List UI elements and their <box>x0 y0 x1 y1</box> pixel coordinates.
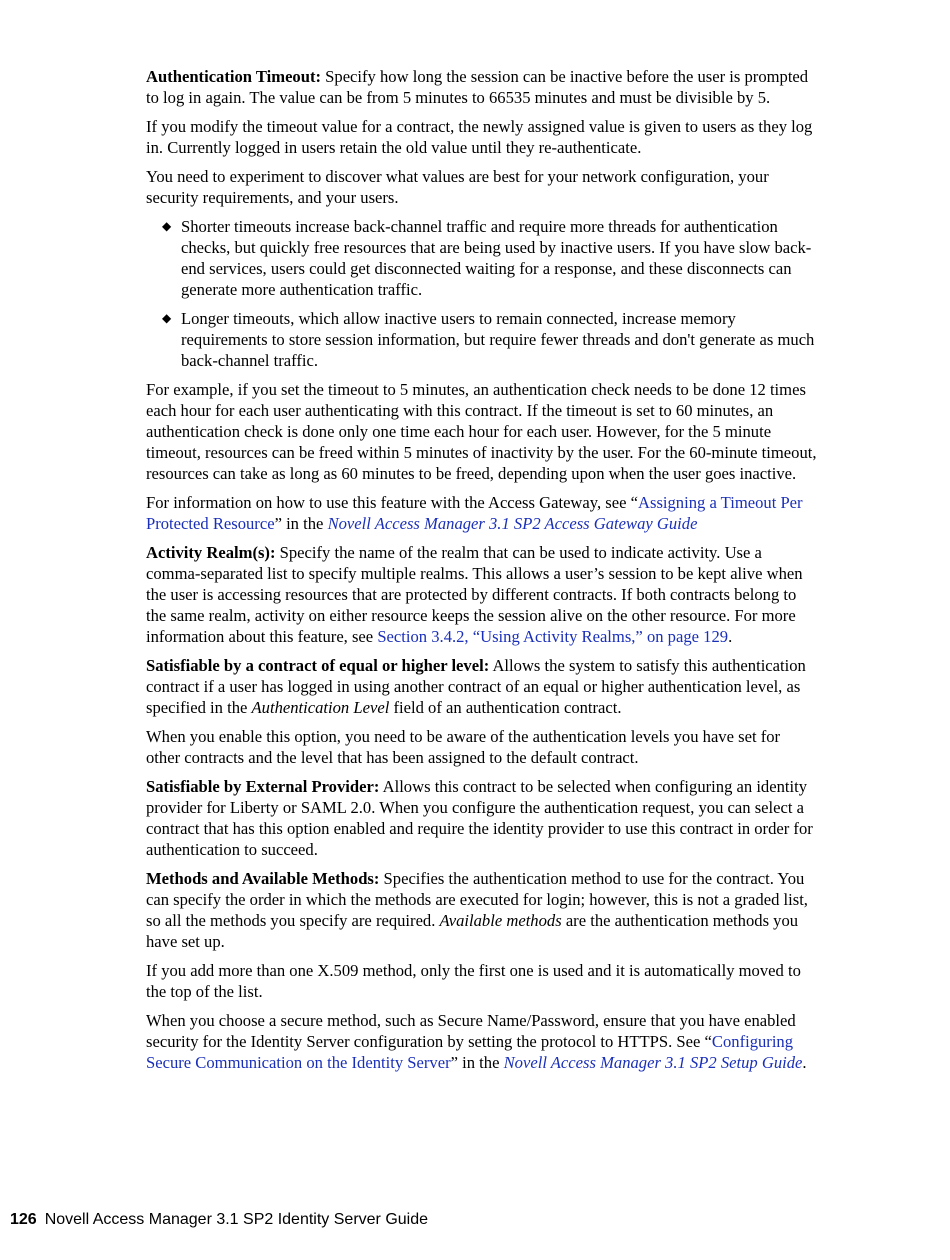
gateway-prefix: For information on how to use this feature with the Access Gateway, see “ <box>146 493 638 512</box>
x509-paragraph: If you add more than one X.509 method, only the first one is used and it is automatically moved to the top of the list. <box>146 961 801 1001</box>
activity-realm-paragraph <box>146 542 818 647</box>
bullet-text: Shorter timeouts increase back-channel traffic and require more threads for authentication checks, but quickly free resources that are being used by inactive users. If you have slow back-end services, users could get disconnected waiting for a response, and these disconnects can generate more authentication traffic. <box>181 217 812 299</box>
setup-guide-link[interactable]: Novell Access Manager 3.1 SP2 Setup Guide <box>503 1053 803 1072</box>
diamond-bullet-icon: ◆ <box>162 311 172 325</box>
secure-prefix: When you choose a secure method, such as Secure Name/Password, ensure that you have enabled security for the Identity Server configuration by setting the protocol to HTTPS. See “ <box>146 1011 796 1051</box>
methods-text: Specifies the authentication method to use for the contract. You can specify the order in which the methods are executed for login; however, this is not a graded list, so all the methods you specify are required. <box>146 869 808 930</box>
enable-option-paragraph: When you enable this option, you need to be aware of the authentication levels you have set for other contracts and the level that has been assigned to the default contract. <box>146 727 781 767</box>
access-gateway-guide-link[interactable]: Novell Access Manager 3.1 SP2 Access Gateway Guide <box>327 514 698 533</box>
diamond-bullet-icon: ◆ <box>162 219 172 233</box>
auth-timeout-label: Authentication Timeout: <box>146 67 322 86</box>
modify-timeout-paragraph: If you modify the timeout value for a contract, the newly assigned value is given to users as they log in. Currently logged in users retain the old value until they re-authenticate. <box>146 117 813 157</box>
auth-timeout-paragraph <box>146 66 818 108</box>
activity-realm-suffix: . <box>728 627 733 646</box>
secure-suffix: . <box>802 1053 807 1072</box>
authentication-level-term: Authentication Level <box>251 698 390 717</box>
gateway-middle: ” in the <box>274 514 328 533</box>
methods-paragraph <box>146 868 818 952</box>
bullet-text: Longer timeouts, which allow inactive users to remain connected, increase memory requirements to store session information, but require fewer threads and don't generate as much back-channel traffic. <box>181 309 815 370</box>
satisfiable-level-text: Allows the system to satisfy this authentication contract if a user has logged in using another contract of an equal or higher authentication level, as specified in the <box>146 656 806 717</box>
satisfiable-external-text: Allows this contract to be selected when configuring an identity provider for Liberty or SAML 2.0. When you configure the authentication request, you can select a contract that has this option enabled and require the identity provider to use this contract in order for authentication to succeed. <box>146 777 813 859</box>
secure-middle: ” in the <box>450 1053 504 1072</box>
page-footer <box>10 1211 428 1229</box>
satisfiable-external-paragraph <box>146 776 818 860</box>
assigning-timeout-link[interactable]: Assigning a Timeout Per Protected Resource <box>146 493 803 533</box>
experiment-paragraph: You need to experiment to discover what values are best for your network configuration, your security requirements, and your users. <box>146 167 769 207</box>
methods-label: Methods and Available Methods: <box>146 869 380 888</box>
activity-realm-label: Activity Realm(s): <box>146 543 276 562</box>
footer-title: Novell Access Manager 3.1 SP2 Identity Server Guide <box>44 1211 429 1228</box>
page-number: 126 <box>10 1211 37 1228</box>
example-paragraph: For example, if you set the timeout to 5 minutes, an authentication check needs to be done 12 times each hour for each user authenticating with this contract. If the timeout is set to 60 minutes, an authentication check is done only one time each hour for each user. However, for the 5 minute timeout, resources can be freed within 5 minutes of inactivity by the user. For the 60-minute timeout, resources can take as long as 60 minutes to be freed, depending upon when the user goes inactive. <box>146 380 817 483</box>
auth-timeout-text: Specify how long the session can be inactive before the user is prompted to log in again. The value can be from 5 minutes to 66535 minutes and must be divisible by 5. <box>146 67 809 107</box>
available-methods-term: Available methods <box>439 911 562 930</box>
satisfiable-level-paragraph <box>146 655 818 718</box>
activity-realm-text: Specify the name of the realm that can be used to indicate activity. Use a comma-separated list to specify multiple realms. This allows a user’s session to be kept alive when the user is accessing resources that are protected by different contracts. If both contracts belong to the same realm, activity on either resource keeps the session alive on the other resource. For more information about this feature, see <box>146 543 803 646</box>
satisfiable-level-suffix: field of an authentication contract. <box>389 698 622 717</box>
timeout-bullet-list <box>146 216 818 371</box>
gateway-info-paragraph <box>146 492 818 534</box>
secure-method-paragraph <box>146 1010 818 1073</box>
activity-realms-section-link[interactable]: Section 3.4.2, “Using Activity Realms,” on page 129 <box>377 627 729 646</box>
secure-communication-link[interactable]: Configuring Secure Communication on the Identity Server <box>146 1032 794 1072</box>
satisfiable-level-label: Satisfiable by a contract of equal or higher level: <box>146 656 490 675</box>
list-item <box>146 308 818 371</box>
page-body <box>146 66 818 1081</box>
satisfiable-external-label: Satisfiable by External Provider: <box>146 777 380 796</box>
list-item <box>146 216 818 300</box>
methods-suffix: are the authentication methods you have set up. <box>146 911 799 951</box>
